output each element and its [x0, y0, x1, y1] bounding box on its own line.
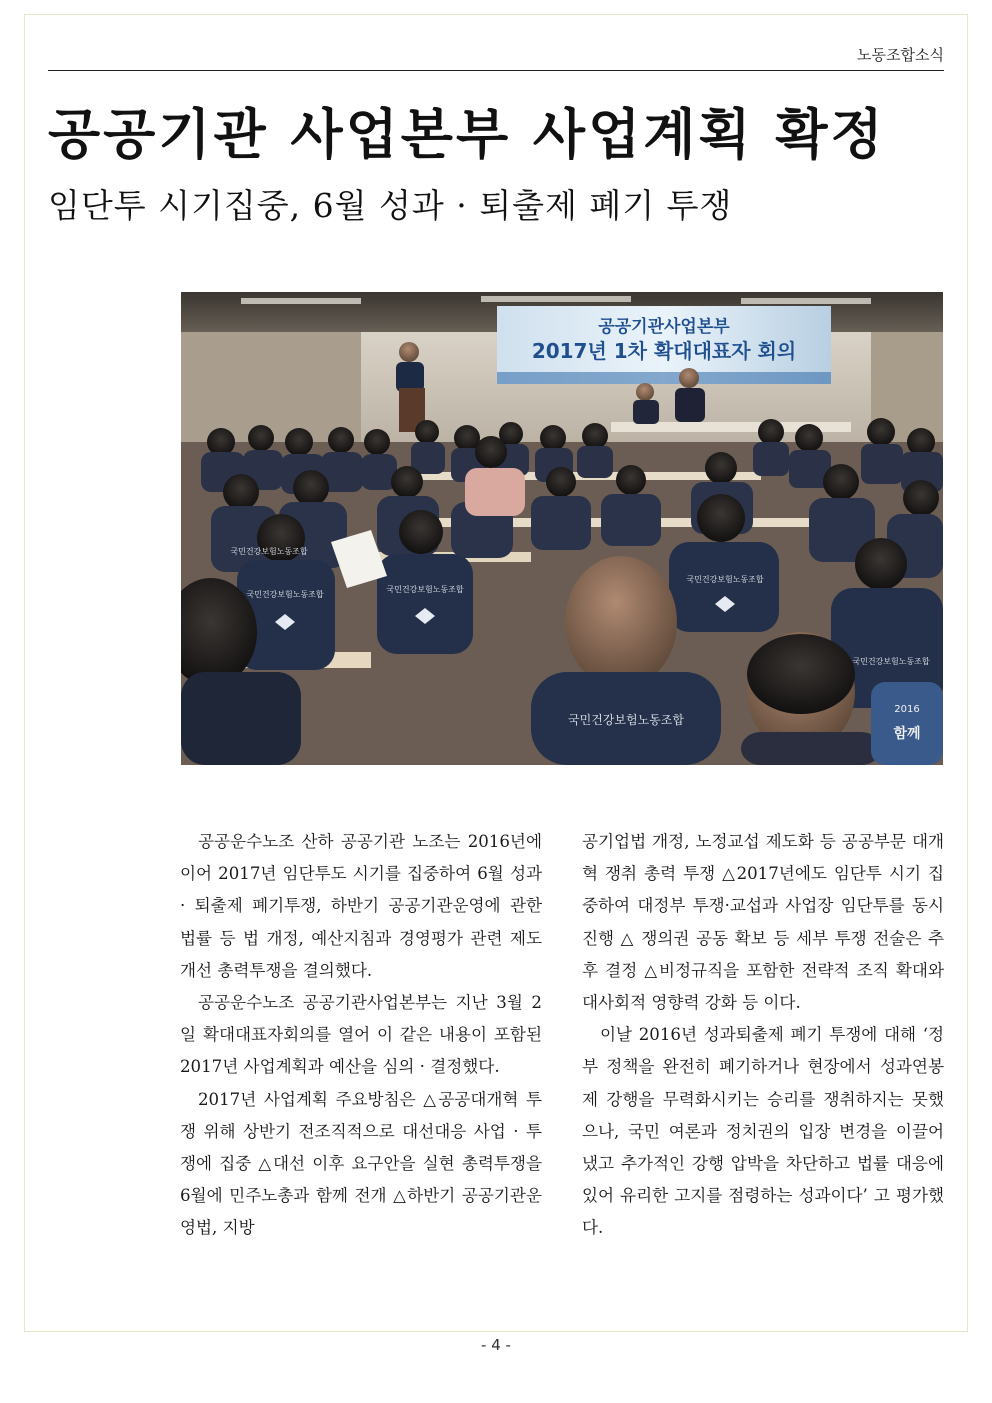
vest-patch-text: 함께	[893, 726, 921, 742]
vest-text: 국민건강보험노동조합	[246, 590, 324, 599]
paragraph: 이날 2016년 성과퇴출제 폐기 투쟁에 대해 ‘정부 정책을 완전히 폐기하거나 현장에서 성과연봉제 강행을 무력화시키는 승리를 쟁취하지는 못했으나, 국민 여론과 정치권의 입장 변경을 이끌어 냈고 추가적인 강행 압박을 차단하고 법률 대응에 있어 유리한 고지를 점령하는 성과이다’ 고 평가했다.	[582, 1025, 944, 1238]
vest-text: 국민건강보험노동조합	[686, 575, 764, 584]
paragraph: 공공운수노조 산하 공공기관 노조는 2016년에 이어 2017년 임단투도 시기를 집중하여 6월 성과 · 퇴출제 폐기투쟁, 하반기 공공기관운영에 관한 법률 등 법 개정, 예산지침과 경영평가 관련 제도개선 총력투쟁을 결의했다.	[180, 832, 542, 980]
running-head: 노동조합소식	[857, 46, 944, 64]
vest-text: 국민건강보험노동조합	[230, 547, 308, 556]
banner-subtitle: 2017년 1차 확대대표자 회의	[531, 339, 797, 363]
paragraph: 공공운수노조 공공기관사업본부는 지난 3월 2일 확대대표자회의를 열어 이 같은 내용이 포함된 2017년 사업계획과 예산을 심의 · 결정했다.	[180, 993, 542, 1077]
page-number: - 4 -	[481, 1336, 511, 1354]
right-column	[582, 826, 944, 1245]
paragraph: 2017년 사업계획 주요방침은 △공공대개혁 투쟁 위해 상반기 전조직적으로 대선대응 사업 · 투쟁에 집중 △대선 이후 요구안을 실현 총력투쟁을 6월에 민주노총과 함께 전개 △하반기 공공기관운영법, 지방	[180, 1089, 542, 1238]
vest-patch-text: 2016	[894, 704, 920, 715]
vest-text: 국민건강보험노동조합	[386, 585, 464, 594]
conference-banner	[497, 306, 831, 384]
article-body	[180, 826, 944, 1245]
header-rule	[48, 70, 944, 71]
paragraph-continued: 공기업법 개정, 노정교섭 제도화 등 공공부문 대개혁 쟁취 총력 투쟁 △2017년에도 임단투 시기 집중하여 대정부 투쟁·교섭과 사업장 임단투를 동시 진행 △ 쟁의권 공동 확보 등 세부 투쟁 전술은 추후 결정 △비정규직을 포함한 전략적 조직 확대와 대사회적 영향력 강화 등 이다.	[582, 832, 944, 1013]
meeting-photo	[181, 292, 943, 765]
left-column	[180, 826, 542, 1245]
banner-title: 공공기관사업본부	[598, 317, 730, 337]
vest-text: 국민건강보험노동조합	[568, 713, 684, 727]
subheadline: 임단투 시기집중, 6월 성과 · 퇴출제 폐기 투쟁	[48, 186, 733, 225]
vest-text: 국민건강보험노동조합	[852, 657, 930, 666]
headline: 공공기관 사업본부 사업계획 확정	[48, 102, 886, 166]
